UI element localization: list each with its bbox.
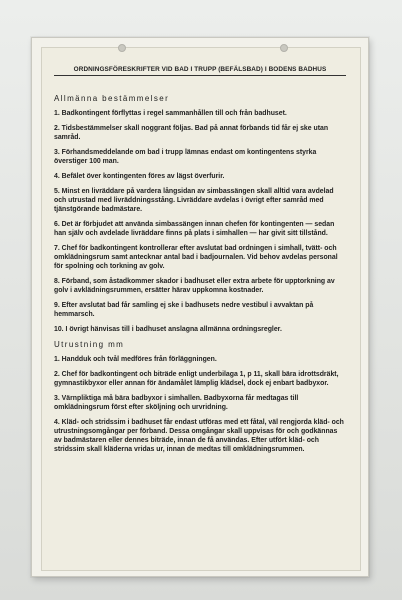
list-item: 3. Förhandsmeddelande om bad i trupp lämnas endast om kontingentens styrka överstiger 100 man. (54, 149, 317, 165)
list-item: 5. Minst en livräddare på vardera långsidan av simbassängen skall alltid vara avdelad och utrustad med livräddningsstång. Livräddare avdelas i övrigt efter samråd med tjänstgörande badmästare. (54, 188, 334, 213)
mounting-screw-icon (280, 44, 288, 52)
list-item: 4. Befälet över kontingenten föres av lägst överfurir. (54, 173, 225, 180)
list-item: 9. Efter avslutat bad får samling ej ske i badhusets nedre vestibul i avvaktan på hemmarsch. (54, 302, 314, 318)
list-item: 10. I övrigt hänvisas till i badhuset anslagna allmänna ordningsregler. (54, 326, 282, 333)
list-item: 1. Handduk och tvål medföres från förläggningen. (54, 356, 217, 363)
list-item: 3. Värnpliktiga må bära badbyxor i simhallen. Badbyxorna får medtagas till omklädningsrum först efter sköljning och urvridning. (54, 395, 299, 411)
section-heading: Utrustning mm (54, 340, 125, 349)
list-item: 8. Förband, som åstadkommer skador i badhuset eller extra arbete för upptorkning av golv i avklädningsrummen, ersätter härav uppkomna kostnader. (54, 278, 335, 294)
list-item: 2. Tidsbestämmelser skall noggrant följas. Bad på annat förbands tid får ej ske utan samråd. (54, 125, 329, 141)
notice-title: ORDNINGSFÖRESKRIFTER VID BAD I TRUPP (BEFÄLSBAD) I BODENS BADHUS (54, 66, 346, 76)
notice-content (54, 66, 346, 460)
list-item: 7. Chef för badkontingent kontrollerar efter avslutat bad ordningen i simhall, tvätt- och omklädningsrum samt antecknar antal bad i badjournalen. Vid behov avdelas personal för spolning och torkning av golv. (54, 245, 338, 270)
list-item: 2. Chef för badkontingent och biträde enligt underbilaga 1, p 11, skall bära idrottsdräkt, gymnastikbyxor eller annan för ändamålet lämplig klädsel, dock ej enbart badbyxor. (54, 371, 339, 387)
section-heading: Allmänna bestämmelser (54, 94, 170, 103)
list-item: 4. Kläd- och stridssim i badhuset får endast utföras med ett fåtal, väl rengjorda kläd- och utrustningsomgångar per förband. Dessa omgångar skall uppvisas för och godkännas av badmästaren eller dennes biträde, innan de få användas. Efter utfört kläd- och stridssim skall kläderna vridas ur, innan de medtas till omklädningsrummen. (54, 419, 344, 453)
mounting-screw-icon (118, 44, 126, 52)
list-item: 6. Det är förbjudet att använda simbassängen innan chefen för kontingenten — sedan han själv och avdelade livräddare finns på plats i simhallen — har givit sitt tillstånd. (54, 221, 335, 237)
list-item: 1. Badkontingent förflyttas i regel sammanhållen till och från badhuset. (54, 110, 287, 117)
